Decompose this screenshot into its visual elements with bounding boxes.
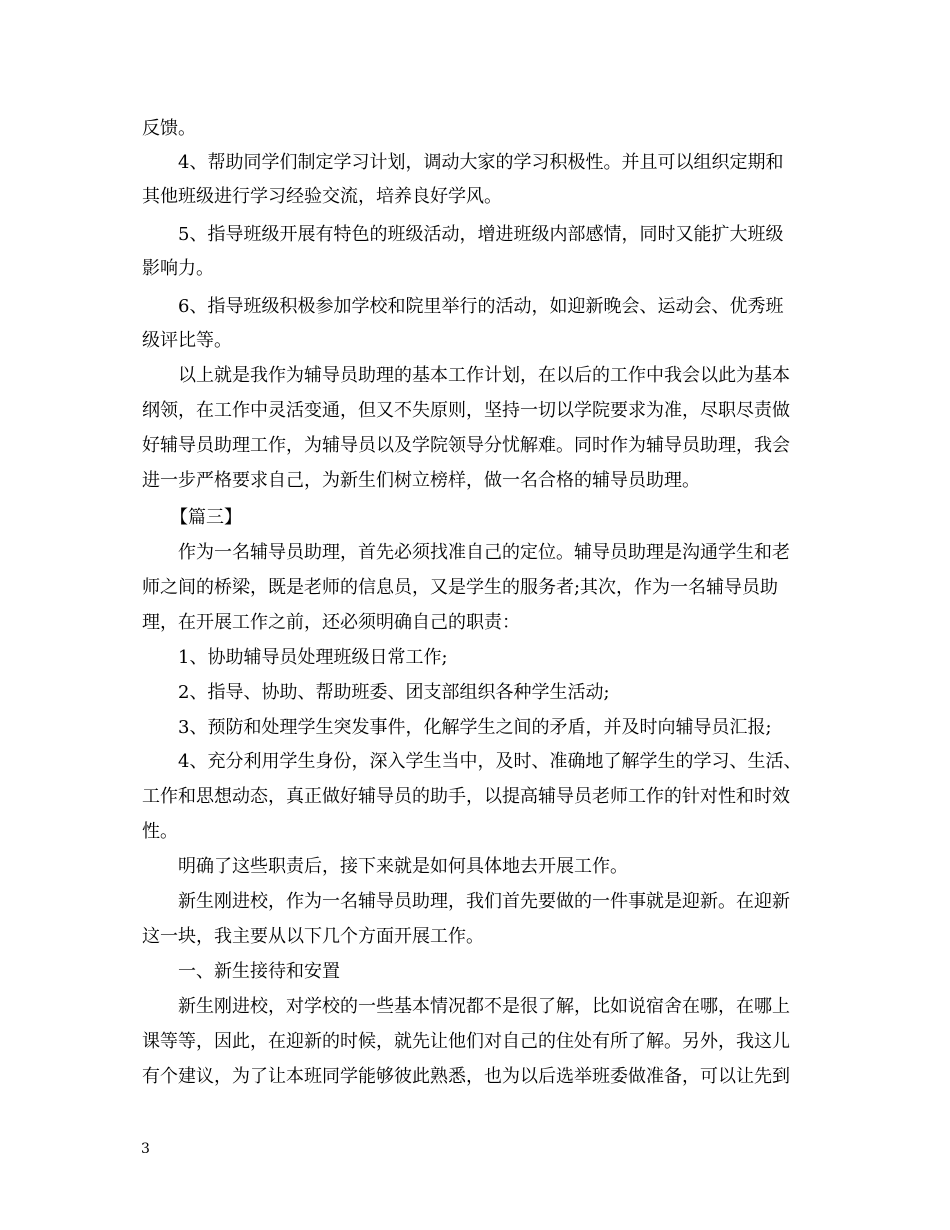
- text-line: 师之间的桥梁，既是老师的信息员，又是学生的服务者;其次，作为一名辅导员助: [142, 577, 779, 598]
- text-line: 理，在开展工作之前，还必须明确自己的职责：: [142, 612, 520, 633]
- text-line: 反馈。: [142, 118, 196, 139]
- text-line: 工作和思想动态，真正做好辅导员的助手，以提高辅导员老师工作的针对性和时效: [142, 786, 790, 807]
- text-line: 4、充分利用学生身份，深入学生当中，及时、准确地了解学生的学习、生活、: [178, 751, 802, 772]
- text-line: 有个建议，为了让本班同学能够彼此熟悉，也为以后选举班委做准备，可以让先到: [142, 1066, 790, 1087]
- text-line: 以上就是我作为辅导员助理的基本工作计划，在以后的工作中我会以此为基本: [178, 365, 790, 386]
- text-line: 4、帮助同学们制定学习计划，调动大家的学习积极性。并且可以组织定期和: [178, 152, 784, 173]
- text-line: 纲领，在工作中灵活变通，但又不失原则，坚持一切以学院要求为准，尽职尽责做: [142, 400, 790, 421]
- text-line: 6、指导班级积极参加学校和院里举行的活动，如迎新晚会、运动会、优秀班: [178, 296, 784, 317]
- text-line: 性。: [142, 821, 178, 842]
- page-number: 3: [141, 1141, 150, 1157]
- text-line: 这一块，我主要从以下几个方面开展工作。: [142, 926, 484, 947]
- text-line: 3、预防和处理学生突发事件，化解学生之间的矛盾，并及时向辅导员汇报;: [178, 717, 772, 738]
- text-line: 课等等，因此，在迎新的时候，就先让他们对自己的住处有所了解。另外，我这儿: [142, 1031, 790, 1052]
- text-line: 级评比等。: [142, 330, 232, 351]
- text-line: 明确了这些职责后，接下来就是如何具体地去开展工作。: [178, 856, 628, 877]
- text-line: 5、指导班级开展有特色的班级活动，增进班级内部感情，同时又能扩大班级: [178, 224, 784, 245]
- text-line: 2、指导、协助、帮助班委、团支部组织各种学生活动;: [178, 682, 610, 703]
- text-line: 好辅导员助理工作，为辅导员以及学院领导分忧解难。同时作为辅导员助理，我会: [142, 435, 790, 456]
- section-heading: 【篇三】: [170, 507, 242, 528]
- text-line: 新生刚进校，作为一名辅导员助理，我们首先要做的一件事就是迎新。在迎新: [178, 891, 790, 912]
- text-line: 1、协助辅导员处理班级日常工作;: [178, 647, 448, 668]
- text-line: 其他班级进行学习经验交流，培养良好学风。: [142, 186, 502, 207]
- text-line: 影响力。: [142, 258, 214, 279]
- text-line: 作为一名辅导员助理，首先必须找准自己的定位。辅导员助理是沟通学生和老: [178, 542, 790, 563]
- text-line: 新生刚进校，对学校的一些基本情况都不是很了解，比如说宿舍在哪，在哪上: [178, 996, 790, 1017]
- text-line: 一、新生接待和安置: [178, 961, 340, 982]
- text-line: 进一步严格要求自己，为新生们树立榜样，做一名合格的辅导员助理。: [142, 470, 700, 491]
